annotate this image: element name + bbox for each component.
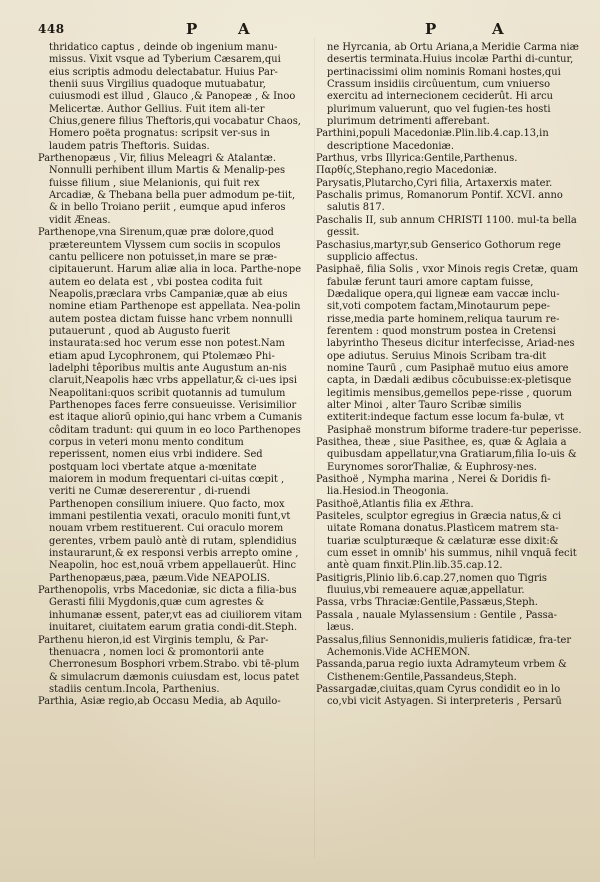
entry-paragraph: ne Hyrcania, ab Ortu Ariana,a Meridie Carma niæ desertis terminata.Huius incolæ Parthi di-cuntur, pertinacissimi olim nominis Romani hostes,qui Crassum insidiis circûuentum, cum vniuerso exercitu ad internecionem ceciderût. Hi arcu plurimum valuerunt, quo vel fugien-tes hosti plurimum detrimenti afferebant. — [327, 42, 579, 128]
entry-paragraph: Passargadæ,ciuitas,quam Cyrus condidit eo in lo co,vbi vicit Astyagen. Si interpreteris , Persarū — [316, 683, 562, 708]
entry-paragraph: Passanda,parua regio iuxta Adramyteum vrbem & Cisthenem:Gentile,Passandeus,Steph. — [316, 659, 567, 683]
text-columns — [38, 42, 582, 709]
entry-paragraph: Parthenu hieron,id est Virginis templu, & Par-thenuacra , nomen loci & promontorii ante Cherronesum Bosphori vrbem.Strabo. vbi tē-plum & simulacrum dæmonis cuiusdam est, locus patet stadiis centum.Incola, Parthenius. — [38, 634, 300, 695]
right-column — [316, 42, 582, 709]
entry-paragraph: Paschalis primus, Romanorum Pontif. XCVI. anno salutis 817. — [316, 190, 563, 214]
left-column — [38, 42, 304, 709]
entry-paragraph: Pasiphaë, filia Solis , vxor Minois regis Cretæ, quam fabulæ ferunt tauri amore captam fuisse, Dædalique opera,qui ligneæ eam vaccæ inclu-sit,voti compotem factam,Minotaurum pepe-risse,media parte hominem,reliqua taurum re-ferentem : quod monstrum postea in Cretensi labyrintho Theseus dicitur interfecisse, Ariad-nes ope adiutus. Seruius Minois Scribam tra-dit nomine Taurū , cum Pasiphaë mutuo eius amore capta, in Dædali ædibus cōcubuisse:ex-pletisque legitimis mensibus,gemellos pepe-risse , quorum alter Minoi , alter Tauro Scribæ similis extiterit:indeque factum esse locum fa-bulæ, vt Pasiphaë monstrum biforme tradere-tur peperisse. — [316, 264, 582, 436]
running-head-letter: P — [425, 20, 437, 38]
entry-paragraph: Pasithoë,Atlantis filia ex Æthra. — [316, 498, 474, 510]
entry-paragraph: Pasithea, theæ , siue Pasithee, es, quæ & Aglaia a quibusdam appellatur,vna Gratiarum,filia Io-uis & Eurynomes sororThaliæ, & Euphrosy-nes. — [316, 437, 577, 473]
entry-paragraph: Παρθίς,Stephano,regio Macedoniæ. — [316, 165, 497, 177]
running-head-letter: P — [186, 20, 198, 38]
entry-paragraph: Parthia, Asiæ regio,ab Occasu Media, ab Aquilo- — [38, 696, 281, 708]
entry-paragraph: Passalus,filius Sennonidis,mulieris fatidicæ, fra-ter Achemonis.Vide ACHEMON. — [316, 634, 572, 658]
entry-paragraph: Paschasius,martyr,sub Genserico Gothorum rege supplicio affectus. — [316, 239, 561, 263]
entry-paragraph: Pasithoë , Nympha marina , Nerei & Doridis fi-lia.Hesiod.in Theogonia. — [316, 474, 551, 498]
entry-paragraph: Passa, vrbs Thraciæ:Gentile,Passæus,Steph. — [316, 597, 538, 609]
running-head-letter: A — [492, 20, 504, 38]
entry-paragraph: Parthenope,vna Sirenum,quæ præ dolore,quod prætereuntem Vlyssem cum sociis in scopulos cantu pellicere non potuisset,in mare se præ-cipitauerunt. Harum aliæ alia in loca. Parthe-nope autem eo delata est , vbi postea codita fuit Neapolis,præclara vrbs Campaniæ,quæ ab eius nomine etiam Parthenope est appellata. Nea-polin autem postea dictam fuisse hanc vrbem nonnulli putauerunt , quod ab Augusto fuerit instaurata:sed hoc verum esse non potest.Nam etiam apud Lycophronem, qui Ptolemæo Phi-ladelphi têporibus multis ante Augustum an-nis claruit,Neapolis hæc vrbs appellatur,& ci-ues ipsi Neapolitani:quos scribit quotannis ad tumulum Parthenopes faces ferre consueuisse. Verisimilior est itaque aliorū opinio,qui hanc vrbem a Cumanis côditam tradunt: qui quum in eo loco Parthenopes corpus in veteri monu mento conditum reperissent, nomen eius vrbi indidere. Sed postquam loci vbertate atque a-mœnitate maiorem in modum frequentari ci-uitas cœpit , veriti ne Cumæ desererentur , di-ruendi Parthenopen consilium iniuere. Quo facto, mox immani pestilentia vexati, oraculo moniti funt,vt nouam vrbem restituerent. Cui oraculo morem gerentes, vrbem paulò antè di rutam, splendidius instaurarunt,& ex responsi verbis arrepto omine , Neapolin, hoc est,nouã vrbem appellauerût. Hinc Parthenopæus,pæa, pæum.Vide NEAPOLIS. — [38, 227, 303, 584]
entry-paragraph: Parthus, vrbs Illyrica:Gentile,Parthenus. — [316, 153, 518, 165]
entry-paragraph: Pasitigris,Plinio lib.6.cap.27,nomen quo Tigris fluuius,vbi remeauere aquæ,appellatur. — [316, 572, 547, 597]
page-number: 448 — [38, 22, 65, 36]
running-head-letter: A — [238, 20, 250, 38]
entry-paragraph: Parthenopolis, vrbs Macedoniæ, sic dicta a filia-bus Gerasti filii Mygdonis,quæ cum agrestes & inhumanæ essent, pater,vt eas ad ciuiliorem vitam inuitaret, ciuitatem earum gratia condi-dit.Steph. — [38, 585, 302, 634]
entry-paragraph: Pasiteles, sculptor egregius in Græcia natus,& ci uitate Romana donatus.Plastìcem matrem sta-tuariæ sculpturæque & cælaturæ esse dixit:& cum esset in omnib' his summus, nihil vnquā fecit antè quam finxit.Plin.lib.35.cap.12. — [316, 511, 577, 572]
entry-paragraph: Parysatis,Plutarcho,Cyri filia, Artaxerxis mater. — [316, 177, 553, 189]
entry-paragraph: Passala , nauale Mylassensium : Gentile , Passa-læus. — [316, 609, 557, 634]
page-header — [38, 22, 582, 40]
column-gutter — [314, 38, 315, 858]
entry-paragraph: Paschalis II, sub annum CHRISTI 1100. mul-ta bella gessit. — [316, 214, 577, 239]
entry-paragraph: Parthini,populi Macedoniæ.Plin.lib.4.cap.13,in descriptione Macedoniæ. — [316, 128, 549, 152]
entry-paragraph: thridatico captus , deinde ob ingenium manu-missus. Vixit vsque ad Tyberium Cæsarem,qui eius scriptis admodu delectabatur. Huius Par-thenii suus Virgilius quadoque mutuabatur, cuiusmodi est illud , Glauco ,& Panopeæ , & Inoo Melicertæ. Author Gellius. Fuit item ali-ter Chius,genere filius Theftoris,qui vocabatur Chaos, Homero poëta prognatus: scripsit ver-sus in laudem patris Theftoris. Suidas. — [49, 42, 301, 152]
entry-paragraph: Parthenopæus , Vir, filius Meleagri & Atalantæ. Nonnulli perhibent illum Martis & Menalip-pes fuisse filium , siue Melanionis, qui fuit rex Arcadiæ, & Thebana bella puer admodum pe-tiit, & in bello Troiano periit , eumque apud inferos vidit Æneas. — [38, 153, 296, 226]
